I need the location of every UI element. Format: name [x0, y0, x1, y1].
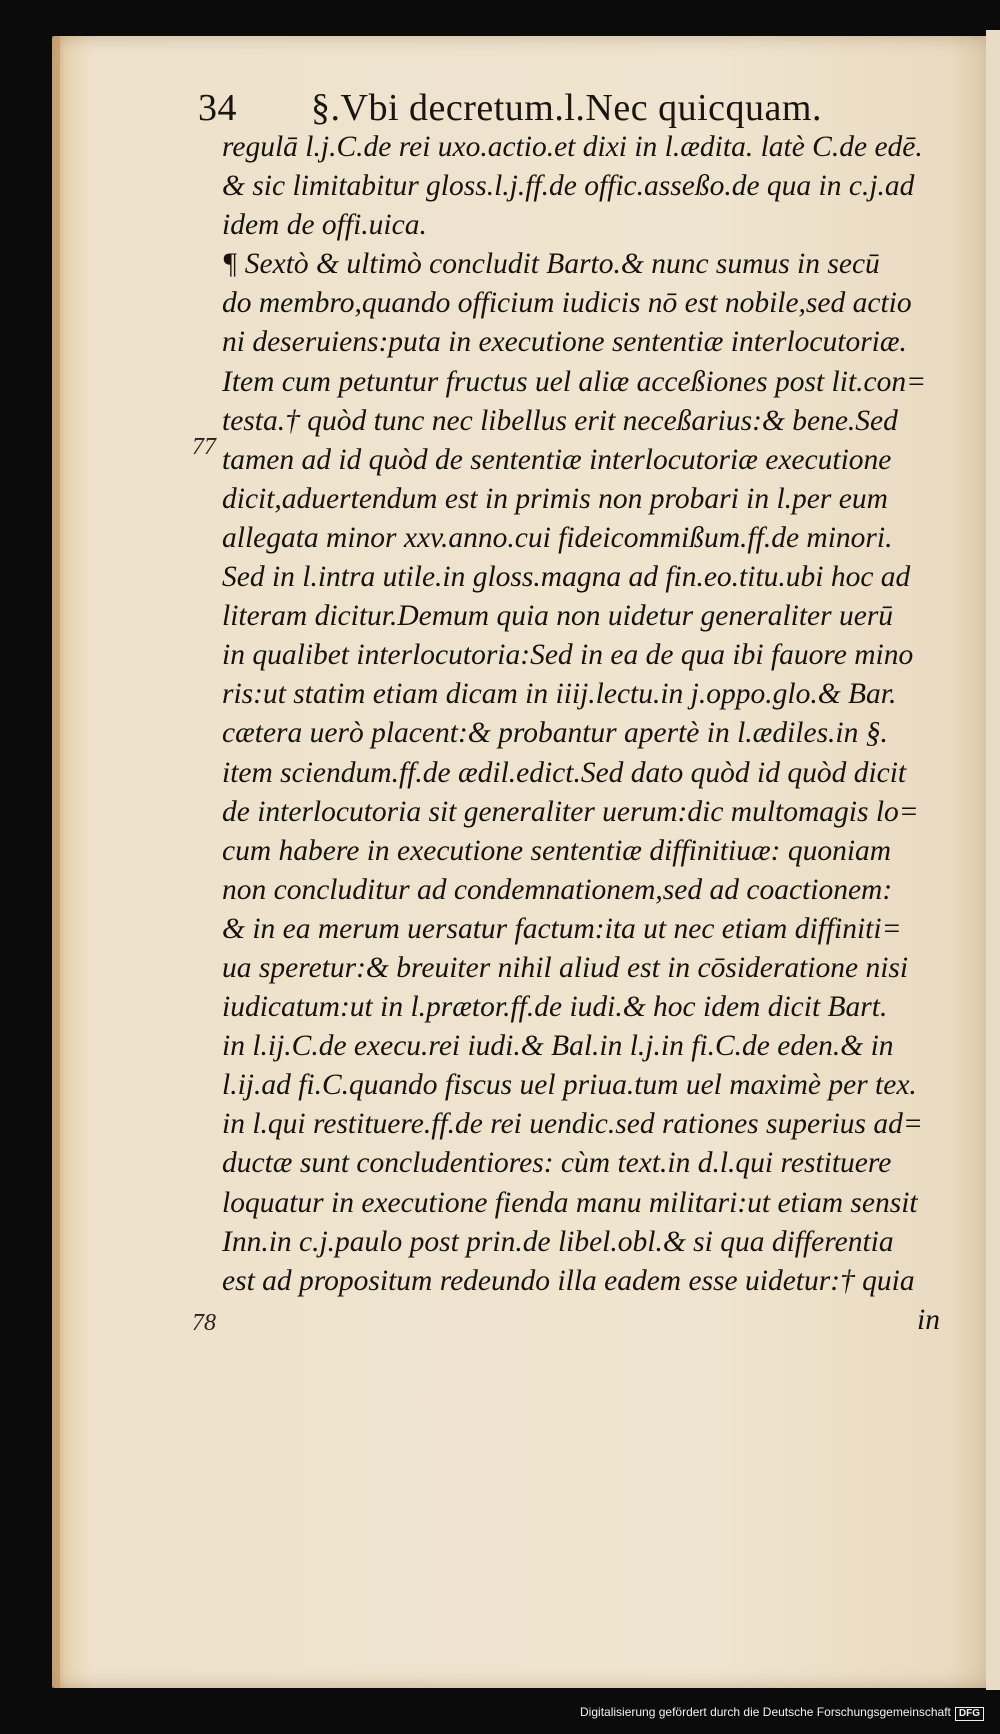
text-line: & sic limitabitur gloss.l.j.ff.de offic.asseßo.de qua in c.j.ad: [222, 170, 915, 203]
text-line: ¶ Sextò & ultimò concludit Barto.& nunc sumus in secū: [222, 248, 880, 281]
text-line: do membro,quando officium iudicis nō est nobile,sed actio: [222, 287, 912, 320]
text-line: non concluditur ad condemnationem,sed ad coactionem:: [222, 873, 893, 906]
text-line: ni deseruiens:puta in executione sententiæ interlocutoriæ.: [222, 326, 907, 359]
text-line: l.ij.ad fi.C.quando fiscus uel priua.tum uel maximè per tex.: [222, 1069, 917, 1102]
catchword: in: [917, 1303, 940, 1336]
text-line: loquatur in executione fienda manu militari:ut etiam sensit: [222, 1186, 918, 1219]
text-line: in qualibet interlocutoria:Sed in ea de qua ibi fauore mino: [222, 639, 914, 672]
text-line: & in ea merum uersatur factum:ita ut nec etiam diffiniti=: [222, 912, 902, 945]
footer-credit: Digitalisierung gefördert durch die Deutsche Forschungsgemeinschaft: [580, 1705, 951, 1719]
text-line: item sciendum.ff.de ædil.edict.Sed dato quòd id quòd dicit: [222, 756, 907, 789]
text-line: literam dicitur.Demum quia non uidetur generaliter uerū: [222, 600, 894, 633]
facing-page-strip: [986, 30, 1000, 1690]
text-line: in l.qui restituere.ff.de rei uendic.sed rationes superius ad=: [222, 1108, 923, 1141]
text-line: tamen ad id quòd de sententiæ interlocutoriæ executione: [222, 443, 892, 476]
text-line: Sed in l.intra utile.in gloss.magna ad fin.eo.titu.ubi hoc ad: [222, 561, 911, 594]
text-line: in l.ij.C.de execu.rei iudi.& Bal.in l.j.in fi.C.de eden.& in: [222, 1030, 894, 1063]
text-line: iudicatum:ut in l.prætor.ff.de iudi.& hoc idem dicit Bart.: [222, 991, 888, 1024]
text-line: cætera uerò placent:& probantur apertè in l.ædiles.in §.: [222, 717, 888, 750]
margin-note-number: 78: [192, 1310, 216, 1336]
text-line: ua speretur:& breuiter nihil aliud est in cōsideratione nisi: [222, 951, 909, 984]
text-line: Item cum petuntur fructus uel aliæ acceßiones post lit.con=: [222, 365, 927, 398]
page-header: [198, 86, 822, 130]
page-number: 34: [198, 87, 237, 129]
text-line: Inn.in c.j.paulo post prin.de libel.obl.& si qua differentia: [222, 1225, 894, 1258]
body-text: [222, 128, 962, 1340]
text-line: ductæ sunt concludentiores: cùm text.in d.l.qui restituere: [222, 1147, 892, 1180]
digitization-footer: [580, 1705, 984, 1721]
text-line: dicit,aduertendum est in primis non probari in l.per eum: [222, 482, 888, 515]
text-line: testa.† quòd tunc nec libellus erit neceßarius:& bene.Sed: [222, 404, 898, 437]
dfg-logo: DFG: [955, 1707, 984, 1721]
text-line: cum habere in executione sententiæ diffinitiuæ: quoniam: [222, 834, 892, 867]
margin-note-number: 77: [192, 434, 216, 460]
text-line: allegata minor xxv.anno.cui fideicommißum.ff.de minori.: [222, 521, 893, 554]
page-binding-edge: [52, 36, 60, 1688]
text-line: est ad propositum redeundo illa eadem esse uidetur:† quia: [222, 1264, 915, 1297]
running-title: §.Vbi decretum.l.Nec quicquam.: [311, 87, 822, 129]
text-line: ris:ut statim etiam dicam in iiij.lectu.in j.oppo.glo.& Bar.: [222, 678, 897, 711]
text-line: regulā l.j.C.de rei uxo.actio.et dixi in l.ædita. latè C.de edē.: [222, 131, 923, 163]
text-line: idem de offi.uica.: [222, 209, 427, 242]
text-line: de interlocutoria sit generaliter uerum:dic multomagis lo=: [222, 795, 919, 828]
